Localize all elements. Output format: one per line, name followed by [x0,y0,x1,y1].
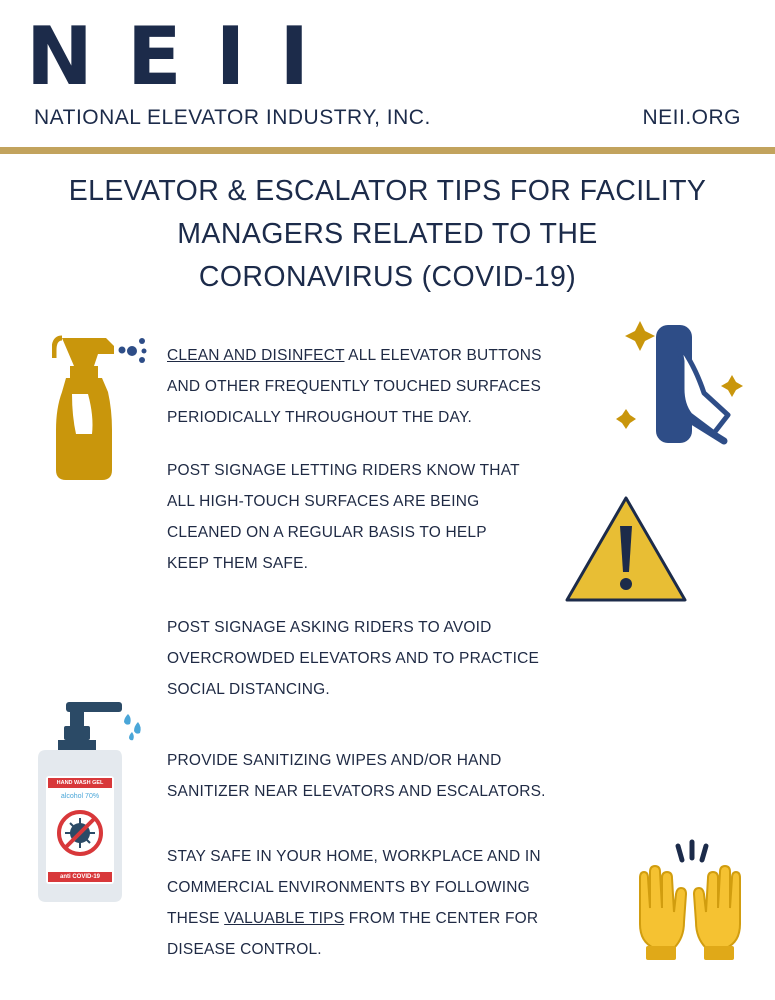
title-line-3: CORONAVIRUS (COVID-19) [198,261,577,293]
tip-line: SOCIAL DISTANCING. [167,681,330,698]
tip-line: COMMERCIAL ENVIRONMENTS BY FOLLOWING [167,879,530,896]
tip-line [167,340,542,371]
tip-line: PERIODICALLY THROUGHOUT THE DAY. [167,409,472,426]
tip-line: DISEASE CONTROL. [167,941,322,958]
title-line-1: ELEVATOR & ESCALATOR TIPS FOR FACILITY [68,175,707,207]
tip-text: FROM THE CENTER FOR [344,910,539,927]
tip-line: POST SIGNAGE ASKING RIDERS TO AVOID [167,619,492,636]
valuable-tips-link[interactable]: VALUABLE TIPS [224,910,345,927]
tip-line [167,903,541,934]
tip-avoid-overcrowding [167,612,539,705]
tip-text: ALL ELEVATOR BUTTONS [344,347,542,364]
tip-line: STAY SAFE IN YOUR HOME, WORKPLACE AND IN [167,848,541,865]
tip-line: PROVIDE SANITIZING WIPES AND/OR HAND [167,752,502,769]
raised-hands-icon [628,838,752,962]
sanitizer-alcohol-label: alcohol 70% [60,793,100,800]
hand-sanitizer-icon [36,700,156,904]
title-line-2: MANAGERS RELATED TO THE [177,218,598,250]
tip-line: AND OTHER FREQUENTLY TOUCHED SURFACES [167,378,542,395]
tip-stay-safe [167,841,541,965]
tip-text: THESE [167,910,225,927]
wiping-hand-icon [612,315,747,450]
tip-line: POST SIGNAGE LETTING RIDERS KNOW THAT [167,462,520,479]
tip-line: CLEANED ON A REGULAR BASIS TO HELP [167,524,487,541]
sanitizer-brand-label: HAND WASH GEL [56,780,104,786]
tip-clean-disinfect [167,340,542,433]
tip-line: ALL HIGH-TOUCH SURFACES ARE BEING [167,493,480,510]
tip-line: SANITIZER NEAR ELEVATORS AND ESCALATORS. [167,783,546,800]
tip-line: KEEP THEM SAFE. [167,555,309,572]
tip-post-signage-cleaning [167,455,520,579]
spray-bottle-icon [52,330,164,482]
header-divider [0,147,775,154]
neii-logo: NEII [26,10,344,103]
tip-line: OVERCROWDED ELEVATORS AND TO PRACTICE [167,650,540,667]
warning-sign-icon [563,494,689,606]
website-link[interactable]: NEII.ORG [642,106,741,129]
tip-provide-sanitizer [167,745,546,807]
clean-and-disinfect-link[interactable]: CLEAN AND DISINFECT [167,347,345,364]
page-title [20,170,755,299]
sanitizer-footer-label: anti COVID-19 [59,874,100,880]
organization-name: NATIONAL ELEVATOR INDUSTRY, INC. [34,106,431,129]
